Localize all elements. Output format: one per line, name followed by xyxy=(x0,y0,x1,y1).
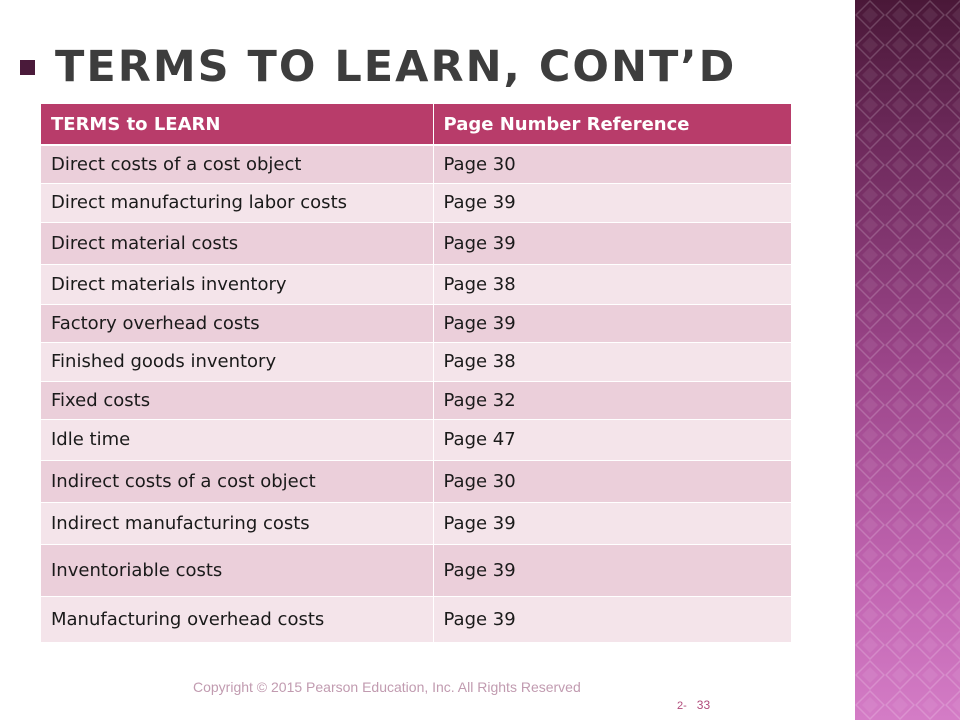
term-cell: Idle time xyxy=(41,419,433,460)
term-cell: Manufacturing overhead costs xyxy=(41,596,433,642)
copyright-notice: Copyright © 2015 Pearson Education, Inc. All Rights Reserved xyxy=(193,679,581,695)
table-header-row xyxy=(41,104,791,145)
term-cell: Direct costs of a cost object xyxy=(41,145,433,183)
term-cell: Inventoriable costs xyxy=(41,544,433,596)
title-bullet-icon xyxy=(20,60,35,75)
chapter-prefix: 2- xyxy=(677,700,687,712)
term-cell: Direct manufacturing labor costs xyxy=(41,183,433,222)
page-cell: Page 39 xyxy=(433,596,791,642)
header-page-reference: Page Number Reference xyxy=(433,104,791,145)
slide-number-value: 33 xyxy=(696,698,711,712)
table-row xyxy=(41,419,791,460)
table-row xyxy=(41,596,791,642)
table-row xyxy=(41,145,791,183)
page-cell: Page 30 xyxy=(433,460,791,502)
table-row xyxy=(41,460,791,502)
term-cell: Direct materials inventory xyxy=(41,264,433,304)
page-cell: Page 39 xyxy=(433,502,791,544)
term-cell: Indirect costs of a cost object xyxy=(41,460,433,502)
page-cell: Page 38 xyxy=(433,264,791,304)
page-cell: Page 39 xyxy=(433,544,791,596)
slide-title: TERMS TO LEARN, CONT’D xyxy=(55,42,737,92)
header-terms: TERMS to LEARN xyxy=(41,104,433,145)
decorative-side-panel xyxy=(855,0,960,720)
table-row xyxy=(41,264,791,304)
table-row xyxy=(41,222,791,264)
diamond-pattern-icon xyxy=(855,0,960,720)
page-cell: Page 39 xyxy=(433,222,791,264)
term-cell: Factory overhead costs xyxy=(41,304,433,342)
page-cell: Page 47 xyxy=(433,419,791,460)
term-cell: Fixed costs xyxy=(41,381,433,419)
page-cell: Page 39 xyxy=(433,304,791,342)
term-cell: Finished goods inventory xyxy=(41,342,433,381)
table-row xyxy=(41,544,791,596)
term-cell: Direct material costs xyxy=(41,222,433,264)
page-cell: Page 32 xyxy=(433,381,791,419)
slide-number xyxy=(677,698,710,712)
table-row xyxy=(41,304,791,342)
term-cell: Indirect manufacturing costs xyxy=(41,502,433,544)
page-cell: Page 30 xyxy=(433,145,791,183)
table-row xyxy=(41,381,791,419)
table-row xyxy=(41,183,791,222)
table-row xyxy=(41,502,791,544)
page-cell: Page 39 xyxy=(433,183,791,222)
page-cell: Page 38 xyxy=(433,342,791,381)
table-row xyxy=(41,342,791,381)
terms-table xyxy=(41,104,791,642)
